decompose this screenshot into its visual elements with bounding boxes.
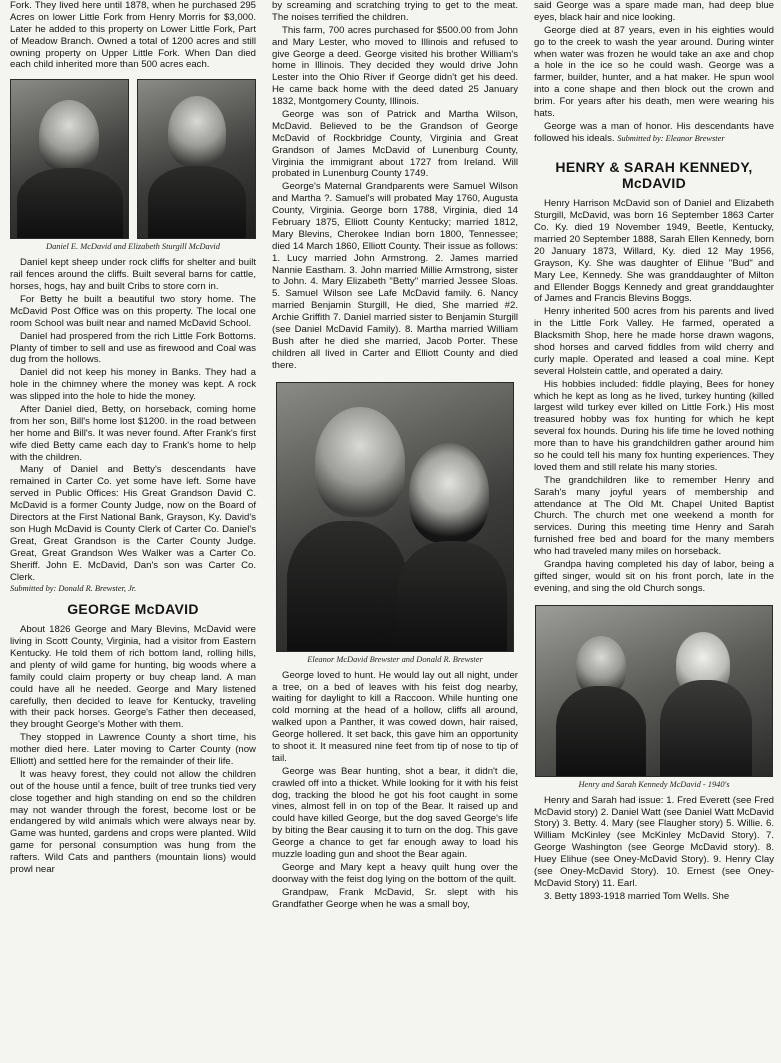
submitted-by: Submitted by: Eleanor Brewster <box>617 133 725 143</box>
paragraph: This farm, 700 acres purchased for $500.00 from John and Mary Lester, who moved to Illinois and refused to give George a deed. George visited his brother William's home in Illinois. They decided they would drive John Lester into the Ohio River if George didn't get his deed. He came back home with the deed dated 25 January 1832, Montgomery County, Illinois. <box>272 24 518 108</box>
brewster-photo-caption: Eleanor McDavid Brewster and Donald R. Brewster <box>307 654 483 664</box>
daniel-portrait-photo <box>10 79 129 239</box>
paragraph: George's Maternal Grandparents were Samuel Wilson and Martha ?. Samuel's will probated May 1760, Augusta County, Virginia. George born 1788, Virginia, died 14 February 1875, Elliott County Kentucky; married 1812, Mary Blevins, Cherokee Indian born 1800, Tennessee; died 14 March 1860, Elliott County. Their issue as follows: 1. Lucy married John Armstrong. 2. James married Nannie Eastham. 3. John married Millie Armstrong, sister to John. 4. Mary Elizabeth "Betty" married Jessee Sloas. 5. Samuel Wilson see Lafe McDavid family. 6. Nancy married Benjamin Sturgill, He died, She married #2. Archie Griffith 7. Daniel married sister to Benjamin Sturgill (see Daniel McDavid Family). 8. Martha married William Bush after he died she married, Jacob Porter. These children all lived in Carter and Elliott County and died there. <box>272 181 518 371</box>
heading-line-2: McDAVID <box>621 175 687 192</box>
column-1 <box>10 0 256 877</box>
paragraph: About 1826 George and Mary Blevins, McDavid were living in Scott County, Virginia, had a visitor from Eastern Kentucky. He told them of rich bottom land, rolling hills, and plenty of wild game for hunting, big woods where a family could claim property or buy cheap land. A man could have all he needed. George and Mary listened carefully, then decided to leave for Kentucky, traveling with their pack horses. George's Father then deceased, they brought George's Mother with them. <box>10 624 256 731</box>
paragraph: Daniel kept sheep under rock cliffs for shelter and built rail fences around the cliffs. Built several barns for cattle, horses, hogs, hay and built Cribs to store corn in. <box>10 257 256 293</box>
paragraph: Henry inherited 500 acres from his parents and lived in the Little Fork Valley. He farmed, operated a Blacksmith Shop, here he made horse drawn wagons, shod horses and carved fiddles from wild cherry and curly maple. Operated and leased a coal mine. Kept several Holstein cattle, and operated a dairy. <box>534 306 774 377</box>
paragraph: For Betty he built a beautiful two story home. The McDavid Post Office was on this property. The local one room School was built near and named McDavid School. <box>10 294 256 329</box>
paragraph: Henry and Sarah had issue: 1. Fred Everett (see Fred McDavid story) 2. Daniel Watt (see Daniel Watt McDavid Story) 3. Betty. 4. Mary (see Flaugher story) 5. Willie. 6. William McKinley (see McKinley McDavid Story). 7. George Washington (see George McDavid story). 8. Huey Elihue (see Oney-McDavid Story). 9. Henry Clay (see Oney-McDavid Story). 10. Ernest (see Oney-McDavid Story) 11. Earl. <box>534 794 774 889</box>
paragraph: They stopped in Lawrence County a short time, his mother died here. Later moving to Carter County (now Elliott) and settled here for the remainder of their life. <box>10 732 256 767</box>
paragraph: said George was a spare made man, had deep blue eyes, black hair and nice looking. <box>534 0 774 23</box>
paragraph: George and Mary kept a heavy quilt hung over the doorway with the feist dog lying on the bottom of the quilt. <box>272 861 518 885</box>
paragraph <box>534 121 774 145</box>
paragraph: The grandchildren like to remember Henry and Sarah's many joyful years of membership and attendance at The Old Mt. Chapel United Baptist Church. The church met one weekend a month for services. During this meeting time Henry and Sarah furnished free bed and board for the many members who had traveled many miles on horseback. <box>534 474 774 558</box>
henry-sarah-heading <box>534 159 774 193</box>
paragraph: Grandpa having completed his day of labor, being a gifted singer, would sit on his front porch, late in the evening, and sing the old Church songs. <box>534 559 774 594</box>
submitted-by: Submitted by: Donald R. Brewster, Jr. <box>10 584 137 594</box>
column-2 <box>272 0 518 911</box>
intro-paragraph: Fork. They lived here until 1878, when he purchased 295 Acres on lower Little Fork from Henry Morris for $3,000. Later he added to this property on Lower Little Fork, Part of Meadow Branch. Owned a total of 1200 acres and still owning property on Upper Little Fork. When Dan died each child inherited more than 500 acres each. <box>10 0 256 71</box>
column-3 <box>534 0 774 904</box>
paragraph: George loved to hunt. He would lay out all night, under a tree, on a bed of leaves with his feist dog nearby, waiting for daylight to kill a Raccoon. While hunting one cold morning at the head of a hollow, cliffs all around, walked upon a Panther, it was cowed down, hair raised, George hollered. It set back, this gave him an opportunity to shoot it. It measured nine feet from tip of nose to tip of tail. <box>272 669 518 764</box>
elizabeth-portrait-photo <box>137 79 256 239</box>
george-mcdavid-heading: GEORGE McDAVID <box>67 601 199 618</box>
paragraph: by screaming and scratching trying to get to the meat. The noises terrified the children. <box>272 0 518 23</box>
honor-text: George was a man of honor. His descendants have followed his ideals. <box>534 120 774 144</box>
heading-line-1: HENRY & SARAH KENNEDY, <box>555 158 753 175</box>
paragraph: Daniel did not keep his money in Banks. They had a hole in the chimney where the money was kept. A rock was slipped into the hole to hide the money. <box>10 367 256 403</box>
paragraph: George was son of Patrick and Martha Wilson, McDavid. Believed to be the Grandson of George McDavid of Rockbridge County, Virginia and Great Grandson of James McDavid of Lunenburg County, Virginia the immigrant about 1727 from Ireland. Will probated in Lunenburg County 1749. <box>272 109 518 180</box>
henry-sarah-photo <box>535 605 773 777</box>
paragraph: 3. Betty 1893-1918 married Tom Wells. She <box>544 890 730 902</box>
paragraph: Daniel had prospered from the rich Little Fork Bottoms. Planty of timber to sell and use as firewood and Coal was dug from the hollows. <box>10 330 256 366</box>
paragraph: After Daniel died, Betty, on horseback, coming home from her son, Bill's home lost $1200. in the road between her home and Bill's. It was never found. After Frank's first wife died Betty came each day to Frank's home to help with the children. <box>10 404 256 463</box>
paragraph: Many of Daniel and Betty's descendants have remained in Carter Co. yet some have left. Some have served in Public Offices: His Great Grandson David C. McDavid is a former County Judge, now on the Board of Directors at the First National Bank, Grayson, Ky. David's son Hugh McDavid is County Clerk of Carter Co. Daniel's Great, Great Grandson is the Carter County Judge. Great, Great Grandson Wes Walker was a Carter Co. Sheriff. John E. McDavid, Dan's son was Carter Co. Clerk. <box>10 464 256 583</box>
paragraph: It was heavy forest, they could not allow the children out of the house until a fence, built of tree trunks tied very close together and high standing on end so the children may not wander through the forest, become lost or be endangered by wild animals which were always near by. Game was hunted, gardens and crops were planted. Wild game for personal consumption was hung from the rafters. Wild Cats and panthers (mountain lions) would prowl near <box>10 768 256 875</box>
paragraph: Henry Harrison McDavid son of Daniel and Elizabeth Sturgill, McDavid, was born 16 September 1863 Carter Co. Ky. died 19 November 1949, Beetle, Kentucky, married 20 September 1888, Sarah Ellen Kennedy, born 20 January 1873, Willard, Ky. died 12 May 1956, Grayson, Ky. She was daughter of Elihue "Bud" and Mary Lee, Kennedy. She was granddaughter of Milton and Ellender Boggs Kennedy and great granddaughter of James and Francis Blevins Boggs. <box>534 198 774 305</box>
paragraph: His hobbies included: fiddle playing, Bees for honey which he kept as long as he lived, turkey hunting (killed largest wild turkey ever killed on Little Fork.) His most treasured hobby was fox hunting for which he kept several fox hounds. During his life time he loved nothing more than to have his grandchildren gather around him so he could tell his many fox hunting experiences. They loved them and still relate his many stories. <box>534 378 774 473</box>
paragraph: George was Bear hunting, shot a bear, it didn't die, crawled off into a thicket. While looking for it with his feist dog, tracking the blood he got his foot caught in some vines, almost fell in on top of the Bear. It raised up and could have killed George, but the dog saved George's life by biting the Bear causing it to turn on the dog. This gave George a chance to get far enough away to load his muzzle loading gun and shoot the Bear again. <box>272 765 518 860</box>
portrait-caption: Daniel E. McDavid and Elizabeth Sturgill McDavid <box>46 242 220 252</box>
portrait-row <box>10 79 256 239</box>
brewster-couple-photo <box>276 382 514 652</box>
paragraph: Grandpaw, Frank McDavid, Sr. slept with his Grandfather George when he was a small boy, <box>272 886 518 910</box>
henry-sarah-caption: Henry and Sarah Kennedy McDavid - 1940's <box>578 779 730 789</box>
paragraph: George died at 87 years, even in his eighties would go to the creek to wash the year around. During winter when water was frozen he would take an axe and chop a hole in the ice so he could wash. George was a farmer, builder, hunter, and a hat maker. He spun wool into a cone shape and then block out the crown and brim. For years after his death, men were wearing his hats. <box>534 24 774 120</box>
